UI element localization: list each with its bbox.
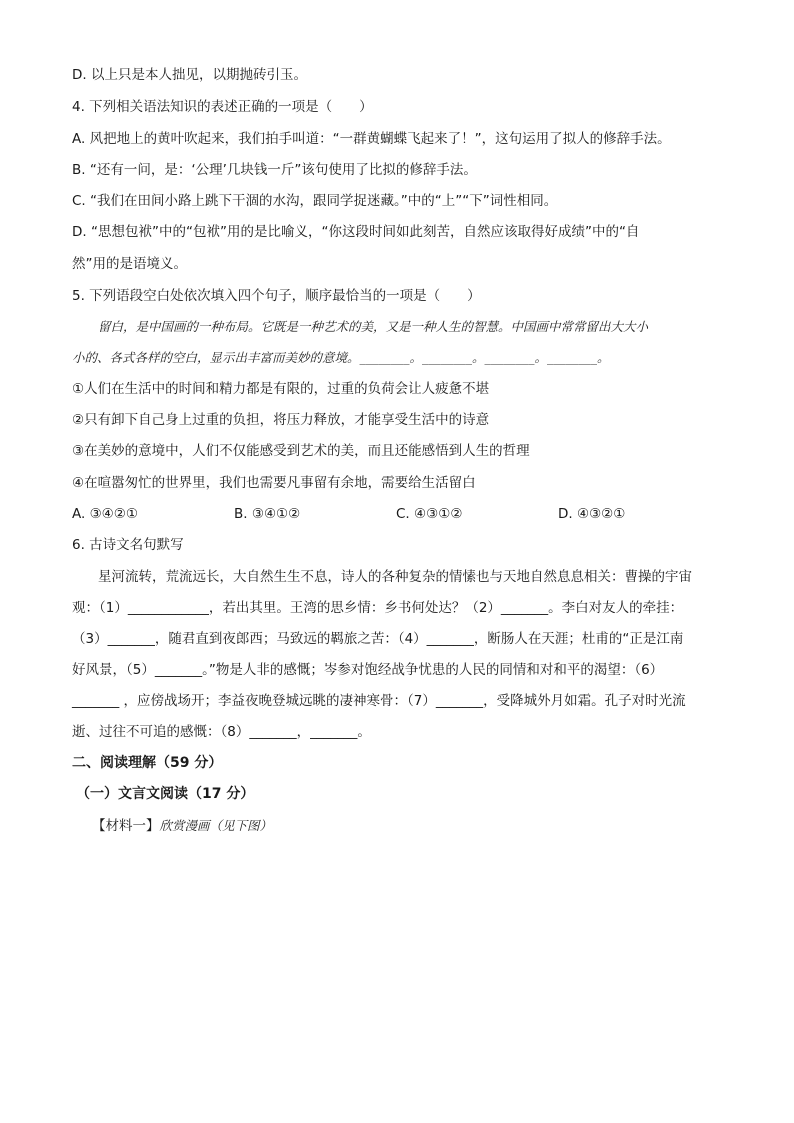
material-one-text: 欣赏漫画（见下图） [159, 818, 273, 833]
q5-sentence-4: ④在喧嚣匆忙的世界里，我们也需要凡事留有余地，需要给生活留白 [72, 475, 476, 491]
section2-title: 二、阅读理解（59 分） [72, 755, 223, 771]
q4-option-d-line1: D. “思想包袱”中的“包袱”用的是比喻义，“你这段时间如此刻苦，自然应该取得好成绩”中的“自 [72, 224, 640, 240]
q5-sentence-2: ②只有卸下自己身上过重的负担，将压力释放，才能享受生活中的诗意 [72, 412, 490, 428]
q6-line4: 好风景，（5）_______。”物是人非的感慨；岑参对饱经战争忧患的人民的同情和对和平的渴望：（6） [72, 662, 664, 678]
q4-stem: 4. 下列相关语法知识的表述正确的一项是（ ） [72, 99, 373, 115]
material-one-line [92, 815, 734, 837]
q5-sentence-3: ③在美妙的意境中，人们不仅能感受到艺术的美，而且还能感悟到人生的哲理 [72, 443, 530, 459]
q5-option-d: D. ④③②① [558, 506, 626, 522]
material-one-tag: 【材料一】 [92, 818, 160, 834]
q5-sentence-1: ①人们在生活中的时间和精力都是有限的，过重的负荷会让人疲惫不堪 [72, 381, 490, 397]
q4-option-b: B. “还有一问，是：‘公理’几块钱一斤”该句使用了比拟的修辞手法。 [72, 162, 477, 178]
q6-line3: （3）_______，随君直到夜郎西；马致远的羁旅之苦：（4）_______，断肠人在天涯；杜甫的“正是江南 [72, 631, 684, 647]
q6-line6: 逝、过往不可追的感慨：（8）_______，_______。 [72, 724, 371, 740]
q5-passage-line1: 留白，是中国画的一种布局。它既是一种艺术的美，又是一种人生的智慧。中国画中常常留出大大小 [98, 319, 649, 334]
q5-option-b: B. ③④①② [234, 506, 301, 522]
q6-line5: _______ ，应傍战场开；李益夜晚登城远眺的凄神寒骨：（7）_______，受降城外月如霜。孔子对时光流 [72, 693, 686, 709]
q4-option-c: C. “我们在田间小路上跳下干涸的水沟，跟同学捉迷藏。”中的“上”“下”词性相同。 [72, 193, 558, 209]
q4-option-d-line2: 然”用的是语境义。 [72, 256, 187, 272]
section2-subtitle: （一）文言文阅读（17 分） [76, 786, 255, 802]
q5-stem: 5. 下列语段空白处依次填入四个句子，顺序最恰当的一项是（ ） [72, 288, 481, 304]
q5-passage-line2: 小的、各式各样的空白，显示出丰富而美妙的意境。________。________。________。________。 [72, 350, 610, 365]
q3-option-d: D. 以上只是本人拙见，以期抛砖引玉。 [72, 67, 307, 83]
q5-option-a: A. ③④②① [72, 506, 138, 522]
q5-option-c: C. ④③①② [396, 506, 463, 522]
q6-line2: 观：（1）____________，若出其里。王湾的思乡情：乡书何处达？（2）_______。李白对友人的牵挂： [72, 600, 684, 616]
q4-option-a: A. 风把地上的黄叶吹起来，我们拍手叫道：“一群黄蝴蝶飞起来了！”，这句运用了拟人的修辞手法。 [72, 131, 671, 147]
q6-line1: 星河流转，荒流远长，大自然生生不息，诗人的各种复杂的情愫也与天地自然息息相关：曹操的宇宙 [98, 569, 692, 585]
q6-stem: 6. 古诗文名句默写 [72, 537, 184, 553]
